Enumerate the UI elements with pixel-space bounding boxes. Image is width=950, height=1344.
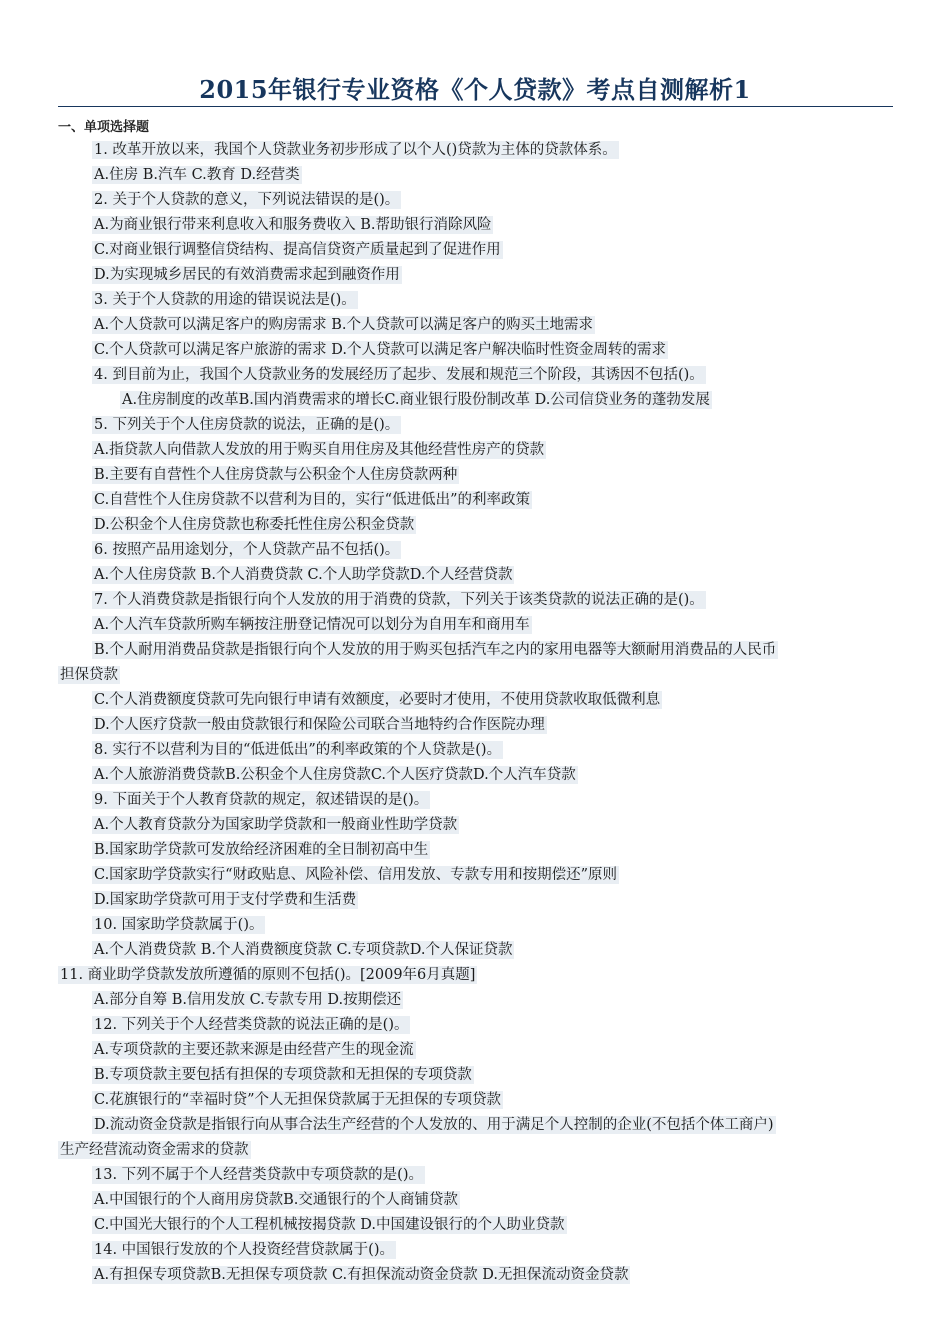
text-line: [58, 613, 893, 638]
text-line: [58, 338, 893, 363]
text-line: [58, 963, 893, 988]
line-text: 7. 个人消费贷款是指银行向个人发放的用于消费的贷款，下列关于该类贷款的说法正确的是()。: [94, 592, 704, 608]
line-text: A.指贷款人向借款人发放的用于购买自用住房及其他经营性房产的贷款: [94, 442, 545, 458]
text-line: [58, 788, 893, 813]
text-line: [58, 238, 893, 263]
text-line: [58, 1138, 893, 1163]
line-text: 13. 下列不属于个人经营类贷款中专项贷款的是()。: [94, 1167, 423, 1183]
text-line: [58, 538, 893, 563]
line-text: D.流动资金贷款是指银行向从事合法生产经营的个人发放的、用于满足个人控制的企业(不包括个体工商户): [94, 1117, 774, 1133]
line-text: 1. 改革开放以来，我国个人贷款业务初步形成了以个人()贷款为主体的贷款体系。: [94, 142, 617, 158]
line-text: 14. 中国银行发放的个人投资经营贷款属于()。: [94, 1242, 394, 1258]
line-text: B.专项贷款主要包括有担保的专项贷款和无担保的专项贷款: [94, 1067, 472, 1083]
line-text: 5. 下列关于个人住房贷款的说法，正确的是()。: [94, 417, 400, 433]
text-line: [58, 1213, 893, 1238]
line-text: 生产经营流动资金需求的贷款: [60, 1142, 249, 1158]
text-line: [58, 438, 893, 463]
title-underline: [58, 106, 893, 107]
line-text: 8. 实行不以营利为目的“低进低出”的利率政策的个人贷款是()。: [94, 742, 502, 758]
text-line: [58, 838, 893, 863]
text-line: [58, 188, 893, 213]
text-line: [58, 563, 893, 588]
text-line: [58, 1263, 893, 1288]
line-text: B.国家助学贷款可发放给经济困难的全日制初高中生: [94, 842, 429, 858]
line-text: C.自营性个人住房贷款不以营利为目的，实行“低进低出”的利率政策: [94, 492, 531, 508]
text-line: [58, 513, 893, 538]
text-line: [58, 913, 893, 938]
line-text: A.个人汽车贷款所购车辆按注册登记情况可以划分为自用车和商用车: [94, 617, 530, 633]
text-line: [58, 388, 893, 413]
line-text: C.个人贷款可以满足客户旅游的需求 D.个人贷款可以满足客户解决临时性资金周转的需求: [94, 342, 667, 358]
line-text: B.主要有自营性个人住房贷款与公积金个人住房贷款两种: [94, 467, 458, 483]
document-title: 2015年银行专业资格《个人贷款》考点自测解析1: [199, 75, 751, 104]
text-line: [58, 988, 893, 1013]
section-heading: 一、单项选择题: [58, 120, 150, 135]
line-text: C.国家助学贷款实行“财政贴息、风险补偿、信用发放、专款专用和按期偿还”原则: [94, 867, 618, 883]
line-text: A.个人贷款可以满足客户的购房需求 B.个人贷款可以满足客户的购买土地需求: [94, 317, 593, 333]
line-text: 11. 商业助学贷款发放所遵循的原则不包括()。[2009年6月真题]: [60, 967, 476, 983]
text-line: [58, 888, 893, 913]
text-line: [58, 1088, 893, 1113]
text-line: [58, 738, 893, 763]
text-line: [58, 588, 893, 613]
line-text: D.公积金个人住房贷款也称委托性住房公积金贷款: [94, 517, 415, 533]
text-line: [58, 1013, 893, 1038]
text-line: [58, 213, 893, 238]
line-text: 12. 下列关于个人经营类贷款的说法正确的是()。: [94, 1017, 409, 1033]
line-text: A.部分自筹 B.信用发放 C.专款专用 D.按期偿还: [94, 992, 402, 1008]
text-line: [58, 413, 893, 438]
text-line: [58, 313, 893, 338]
text-line: [58, 938, 893, 963]
text-line: [58, 263, 893, 288]
text-line: [58, 713, 893, 738]
text-line: [58, 488, 893, 513]
text-line: [58, 163, 893, 188]
text-line: [58, 1113, 893, 1138]
line-text: 担保贷款: [60, 667, 118, 683]
line-text: A.个人消费贷款 B.个人消费额度贷款 C.专项贷款D.个人保证贷款: [94, 942, 513, 958]
line-text: C.对商业银行调整信贷结构、提高信贷资产质量起到了促进作用: [94, 242, 501, 258]
line-text: A.为商业银行带来利息收入和服务费收入 B.帮助银行消除风险: [94, 217, 492, 233]
line-text: A.个人住房贷款 B.个人消费贷款 C.个人助学贷款D.个人经营贷款: [94, 567, 513, 583]
line-text: D.为实现城乡居民的有效消费需求起到融资作用: [94, 267, 400, 283]
line-text: A.住房 B.汽车 C.教育 D.经营类: [94, 167, 300, 183]
line-text: C.中国光大银行的个人工程机械按揭贷款 D.中国建设银行的个人助业贷款: [94, 1217, 565, 1233]
question-list: [58, 138, 893, 1288]
text-line: [58, 863, 893, 888]
line-text: 2. 关于个人贷款的意义，下列说法错误的是()。: [94, 192, 400, 208]
text-line: [58, 763, 893, 788]
line-text: 10. 国家助学贷款属于()。: [94, 917, 264, 933]
line-text: 3. 关于个人贷款的用途的错误说法是()。: [94, 292, 356, 308]
text-line: [58, 1238, 893, 1263]
text-line: [58, 1038, 893, 1063]
text-line: [58, 1063, 893, 1088]
line-text: A.个人旅游消费贷款B.公积金个人住房贷款C.个人医疗贷款D.个人汽车贷款: [94, 767, 576, 783]
line-text: C.个人消费额度贷款可先向银行申请有效额度，必要时才使用，不使用贷款收取低微利息: [94, 692, 661, 708]
line-text: A.有担保专项贷款B.无担保专项贷款 C.有担保流动资金贷款 D.无担保流动资金贷款: [94, 1267, 629, 1283]
text-line: [58, 138, 893, 163]
text-line: [58, 1163, 893, 1188]
text-line: [58, 688, 893, 713]
line-text: 6. 按照产品用途划分，个人贷款产品不包括()。: [94, 542, 400, 558]
line-text: 9. 下面关于个人教育贷款的规定，叙述错误的是()。: [94, 792, 429, 808]
line-text: D.国家助学贷款可用于支付学费和生活费: [94, 892, 357, 908]
line-text: A.住房制度的改革B.国内消费需求的增长C.商业银行股份制改革 D.公司信贷业务的蓬勃发展: [122, 392, 710, 408]
text-line: [58, 813, 893, 838]
text-line: [58, 1188, 893, 1213]
line-text: A.中国银行的个人商用房贷款B.交通银行的个人商铺贷款: [94, 1192, 458, 1208]
line-text: D.个人医疗贷款一般由贷款银行和保险公司联合当地特约合作医院办理: [94, 717, 545, 733]
line-text: C.花旗银行的“幸福时贷”个人无担保贷款属于无担保的专项贷款: [94, 1092, 502, 1108]
text-line: [58, 463, 893, 488]
text-line: [58, 638, 893, 663]
text-line: [58, 288, 893, 313]
line-text: A.个人教育贷款分为国家助学贷款和一般商业性助学贷款: [94, 817, 458, 833]
line-text: 4. 到目前为止，我国个人贷款业务的发展经历了起步、发展和规范三个阶段，其诱因不包括()。: [94, 367, 704, 383]
text-line: [58, 363, 893, 388]
line-text: A.专项贷款的主要还款来源是由经营产生的现金流: [94, 1042, 414, 1058]
line-text: B.个人耐用消费品贷款是指银行向个人发放的用于购买包括汽车之内的家用电器等大额耐用消费品的人民币: [94, 642, 777, 658]
text-line: [58, 663, 893, 688]
